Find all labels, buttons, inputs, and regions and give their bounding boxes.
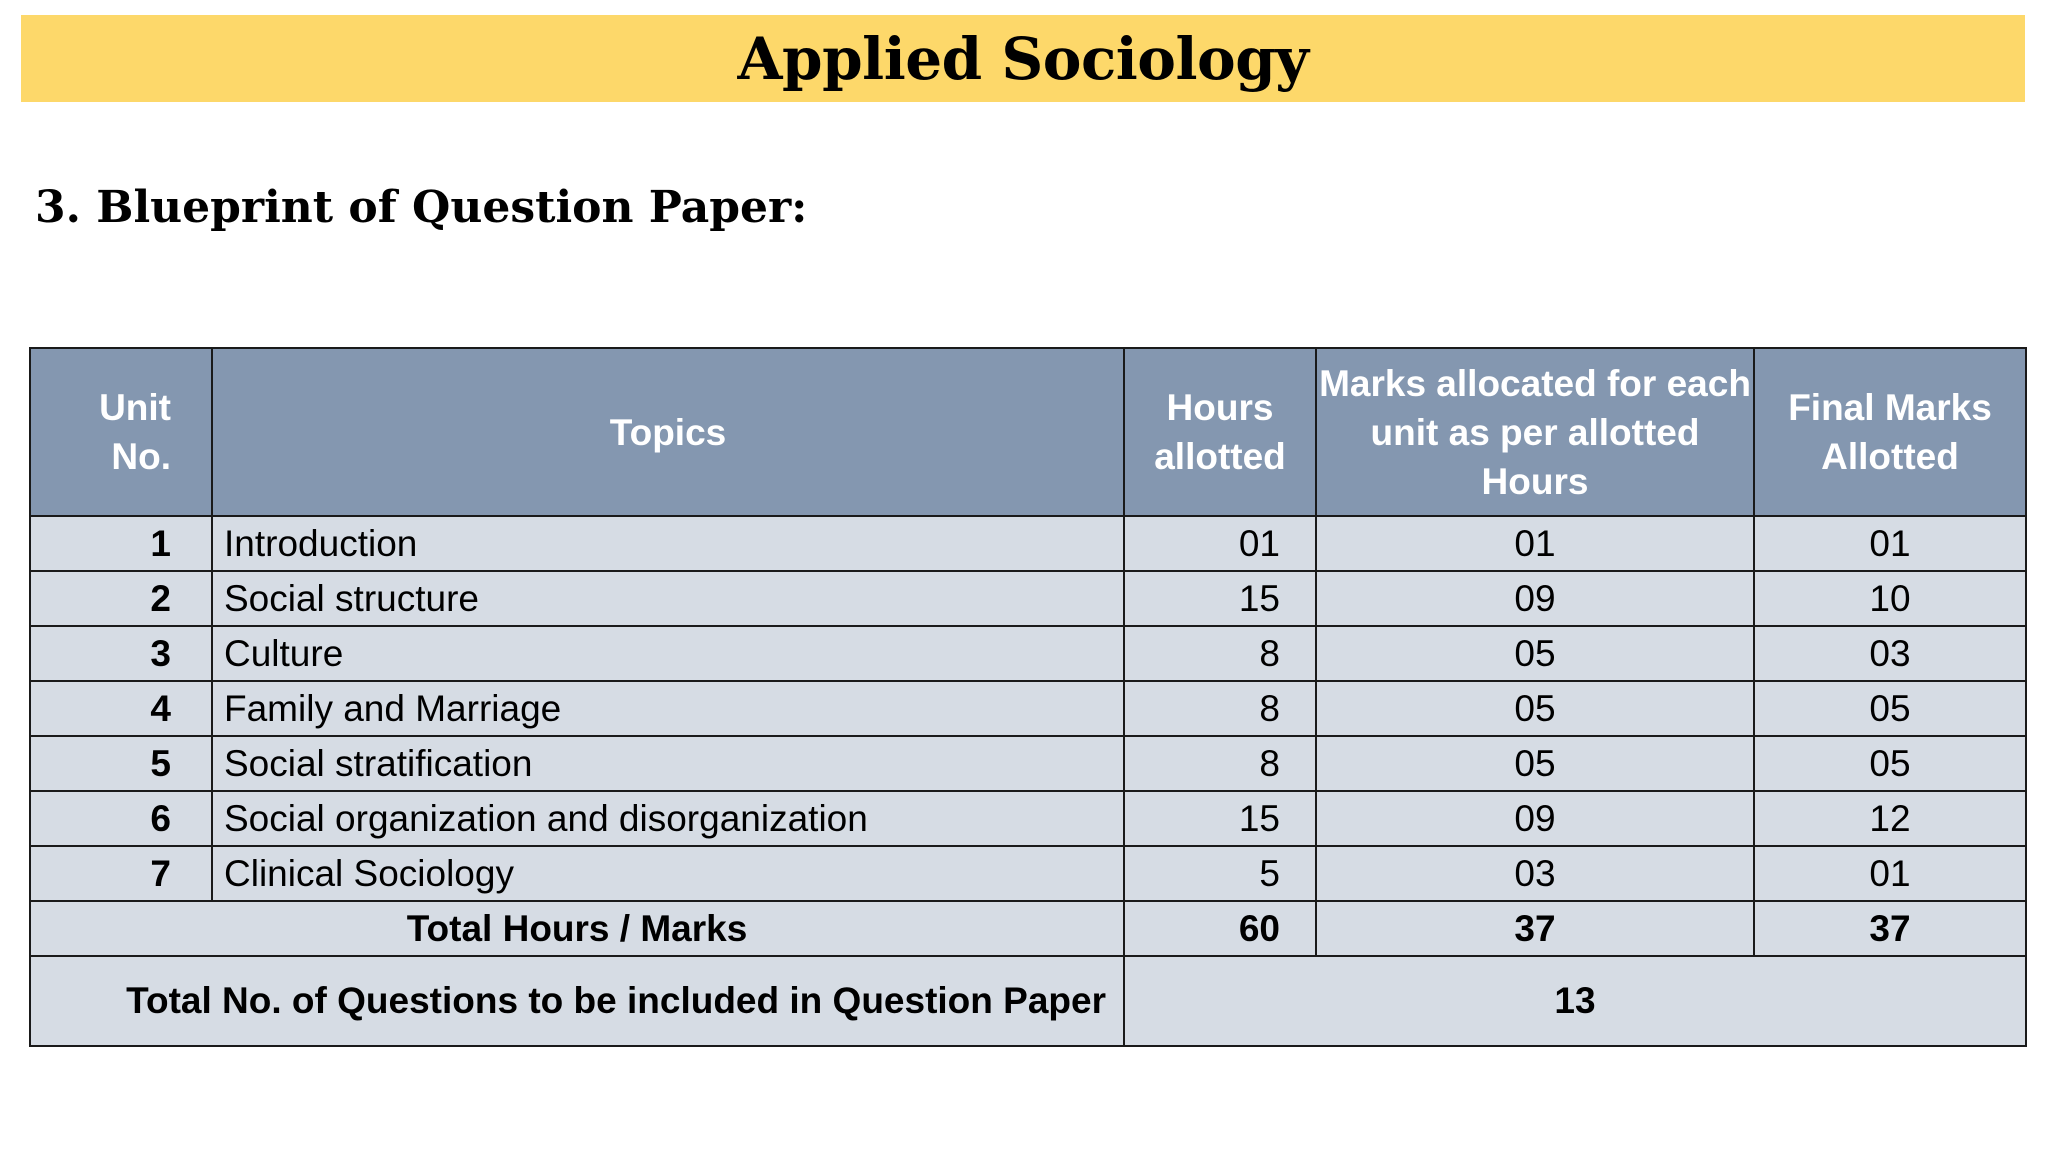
header-marks-allocated: Marks allocated for each unit as per allotted Hours <box>1316 348 1754 516</box>
unit-cell: 2 <box>30 571 212 626</box>
total-hours: 60 <box>1124 901 1316 956</box>
header-row <box>30 348 2026 516</box>
topic-cell: Social stratification <box>212 736 1124 791</box>
topic-cell: Social organization and disorganization <box>212 791 1124 846</box>
hours-cell: 8 <box>1124 626 1316 681</box>
topic-cell: Clinical Sociology <box>212 846 1124 901</box>
final-marks-cell: 01 <box>1754 516 2026 571</box>
table-row <box>30 626 2026 681</box>
questions-row <box>30 956 2026 1046</box>
title-banner <box>21 15 2025 102</box>
topic-cell: Social structure <box>212 571 1124 626</box>
unit-cell: 4 <box>30 681 212 736</box>
page-title: Applied Sociology <box>737 24 1309 93</box>
final-marks-cell: 01 <box>1754 846 2026 901</box>
marks-cell: 03 <box>1316 846 1754 901</box>
section-heading: 3. Blueprint of Question Paper: <box>35 182 808 233</box>
final-marks-cell: 03 <box>1754 626 2026 681</box>
total-marks: 37 <box>1316 901 1754 956</box>
hours-cell: 8 <box>1124 681 1316 736</box>
hours-cell: 15 <box>1124 571 1316 626</box>
final-marks-cell: 05 <box>1754 736 2026 791</box>
table-row <box>30 791 2026 846</box>
final-marks-cell: 12 <box>1754 791 2026 846</box>
marks-cell: 09 <box>1316 571 1754 626</box>
hours-cell: 15 <box>1124 791 1316 846</box>
questions-label: Total No. of Questions to be included in Question Paper <box>30 956 1124 1046</box>
table-row <box>30 571 2026 626</box>
unit-cell: 1 <box>30 516 212 571</box>
unit-cell: 6 <box>30 791 212 846</box>
marks-cell: 05 <box>1316 626 1754 681</box>
hours-cell: 5 <box>1124 846 1316 901</box>
unit-cell: 7 <box>30 846 212 901</box>
header-unit-no: Unit No. <box>30 348 212 516</box>
questions-count: 13 <box>1124 956 2026 1046</box>
topic-cell: Culture <box>212 626 1124 681</box>
final-marks-cell: 05 <box>1754 681 2026 736</box>
marks-cell: 05 <box>1316 681 1754 736</box>
topic-cell: Introduction <box>212 516 1124 571</box>
marks-cell: 09 <box>1316 791 1754 846</box>
header-final-marks: Final Marks Allotted <box>1754 348 2026 516</box>
total-row <box>30 901 2026 956</box>
table-row <box>30 846 2026 901</box>
header-topics: Topics <box>212 348 1124 516</box>
blueprint-table <box>29 347 2027 1047</box>
topic-cell: Family and Marriage <box>212 681 1124 736</box>
hours-cell: 01 <box>1124 516 1316 571</box>
table-row <box>30 681 2026 736</box>
unit-cell: 5 <box>30 736 212 791</box>
marks-cell: 05 <box>1316 736 1754 791</box>
table-row <box>30 516 2026 571</box>
table-row <box>30 736 2026 791</box>
final-marks-cell: 10 <box>1754 571 2026 626</box>
header-hours-allotted: Hours allotted <box>1124 348 1316 516</box>
marks-cell: 01 <box>1316 516 1754 571</box>
hours-cell: 8 <box>1124 736 1316 791</box>
unit-cell: 3 <box>30 626 212 681</box>
total-label: Total Hours / Marks <box>30 901 1124 956</box>
total-final-marks: 37 <box>1754 901 2026 956</box>
